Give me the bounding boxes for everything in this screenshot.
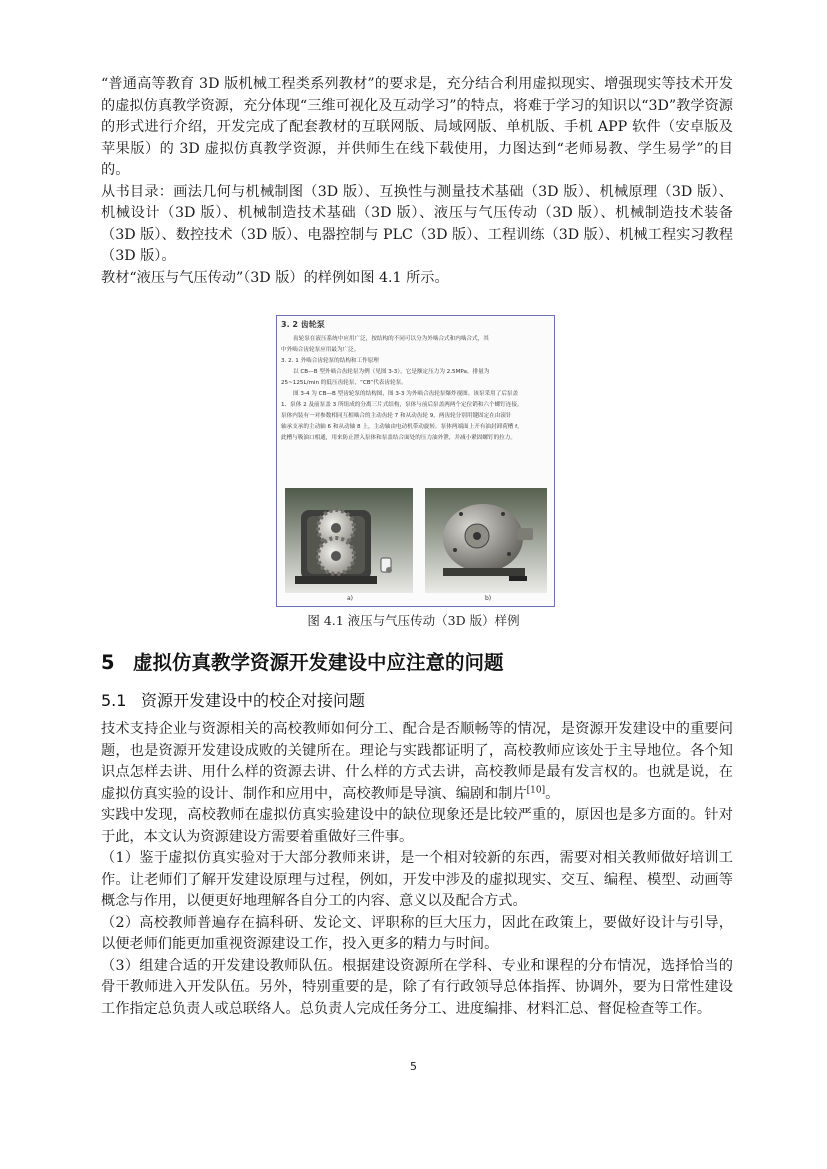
figure-line: 泵体内装有一对参数相同互相啮合的主动齿轮 7 和从动齿轮 9，两齿轮分别用键固定在由滚针 [281, 413, 512, 419]
figure-inner-heading: 3. 2 齿轮泵 [281, 320, 325, 329]
figure-sub-label-a: a) [347, 595, 354, 602]
page-number: 5 [410, 1060, 417, 1073]
body-paragraph-1-text: 技术支持企业与资源相关的高校教师如何分工、配合是否顺畅等的情况，是资源开发建设中的重要问题，也是资源开发建设成败的关键所在。理论与实践都证明了，高校教师应该处于主导地位。各个知识点怎样去讲、用什么样的资源去讲、什么样的方式去讲，高校教师是最有发言权的。也就是说，在虚拟仿真实验的设计、制作和应用中，高校教师是导演、编剧和制片 [101, 721, 733, 802]
figure-line: 1、泵体 2 及前泵盖 3 所组成的分离三片式结构，泵体与前后泵盖两两个定位销和六个螺钉连接。 [281, 402, 523, 408]
figure-line: 中外啮合齿轮泵应用最为广泛。 [281, 347, 360, 353]
figure-line: 齿轮泵在液压系统中应用广泛，按结构的不同可以分为外啮合式和内啮合式，其 [293, 336, 489, 342]
body-text [101, 719, 733, 1020]
figure-caption: 图 4.1 液压与气压传动（3D 版）样例 [307, 613, 520, 628]
intro-paragraph-2: 从书目录：画法几何与机械制图（3D 版）、互换性与测量技术基础（3D 版）、机械原理（3D 版）、机械设计（3D 版）、机械制造技术基础（3D 版）、液压与气压传动（3D 版）、机械制造技术装备（3D 版）、数控技术（3D 版）、电器控制与 PLC（3D 版）、工程训练（3D 版）、机械工程实习教程（3D 版）。 [101, 183, 733, 264]
body-paragraph-3: （1）鉴于虚拟仿真实验对于大部分教师来讲，是一个相对较新的东西，需要对相关教师做好培训工作。让老师们了解开发建设原理与过程，例如，开发中涉及的虚拟现实、交互、编程、模型、动画等概念与作用，以便更好地理解各自分工的内容、意义以及配合方式。 [101, 850, 733, 909]
figure-line: 此槽与吸油口相通，用来防止泄入泵体和泵盖结合面处的压力油外泄，并减小紧固螺钉的拉力。 [281, 435, 516, 441]
figure-sub-label-b: b) [485, 595, 492, 602]
figure-line: 以 CB—B 型外啮合齿轮泵为例（见图 3-3），它是额定压力为 2.5MPa，排量为 [293, 369, 490, 375]
body-paragraph-2: 实践中发现，高校教师在虚拟仿真实验建设中的缺位现象还是比较严重的，原因也是多方面的。针对于此，本文认为资源建设方需要着重做好三件事。 [101, 807, 733, 845]
gear-pump-exploded-image [285, 488, 413, 593]
body-paragraph-5: （3）组建合适的开发建设教师队伍。根据建设资源所在学科、专业和课程的分布情况，选择恰当的骨干教师进入开发队伍。另外，特别重要的是，除了有行政领导总体指挥、协调外，要为日常性建设工作指定总负责人或总联络人。总负责人完成任务分工、进度编排、材料汇总、督促检查等工作。 [101, 957, 733, 1017]
body-paragraph-1 [101, 719, 733, 805]
figure-sample-page [276, 315, 555, 607]
subsection-title: 资源开发建设中的校企对接问题 [141, 691, 366, 710]
body-paragraph-1-end: 。 [545, 785, 560, 802]
intro-paragraph-1: “普通高等教育 3D 版机械工程类系列教材”的要求是，充分结合利用虚拟现实、增强现实等技术开发的虚拟仿真教学资源，充分体现“三维可视化及互动学习”的特点，将难于学习的知识以“3D”教学资源的形式进行介绍，开发完成了配套教材的互联网版、局域网版、单机版、手机 APP 软件（安卓版及苹果版）的 3D 虚拟仿真教学资源，并供师生在线下载使用，力图达到“老师易教、学生易学”的目的。 [101, 76, 733, 178]
figure-line: 图 3-4 为 CB—B 型齿轮泵的结构图，图 3-3 为外啮合齿轮泵爆炸视图。该泵采用了后泵盖 [293, 391, 519, 397]
body-paragraph-4: （2）高校教师普遍存在搞科研、发论文、评职称的巨大压力，因此在政策上，要做好设计与引导，以便老师们能更加重视资源建设工作，投入更多的精力与时间。 [101, 914, 733, 952]
subsection-number: 5.1 [101, 691, 127, 710]
section-title: 虚拟仿真教学资源开发建设中应注意的问题 [133, 651, 504, 674]
section-number: 5 [101, 651, 115, 674]
subsection-heading [101, 688, 365, 711]
intro-text [101, 74, 733, 289]
gear-pump-assembled-image [425, 488, 547, 593]
intro-paragraph-3: 教材“液压与气压传动”（3D 版）的样例如图 4.1 所示。 [101, 269, 449, 286]
figure-line: 3. 2. 1 外啮合齿轮泵的结构和工作原理 [281, 358, 379, 364]
citation-ref: [10] [526, 784, 546, 795]
figure-line: 轴承支承的主动轴 6 和从动轴 8 上，主动轴由电动机带动旋转。泵体两端面上开有油封卸荷槽 f， [281, 424, 523, 430]
figure-inner-text [281, 334, 549, 444]
figure-line: 25~125L/min 的低压齿轮泵，“CB”代表齿轮泵。 [281, 380, 407, 386]
section-heading [101, 647, 504, 675]
